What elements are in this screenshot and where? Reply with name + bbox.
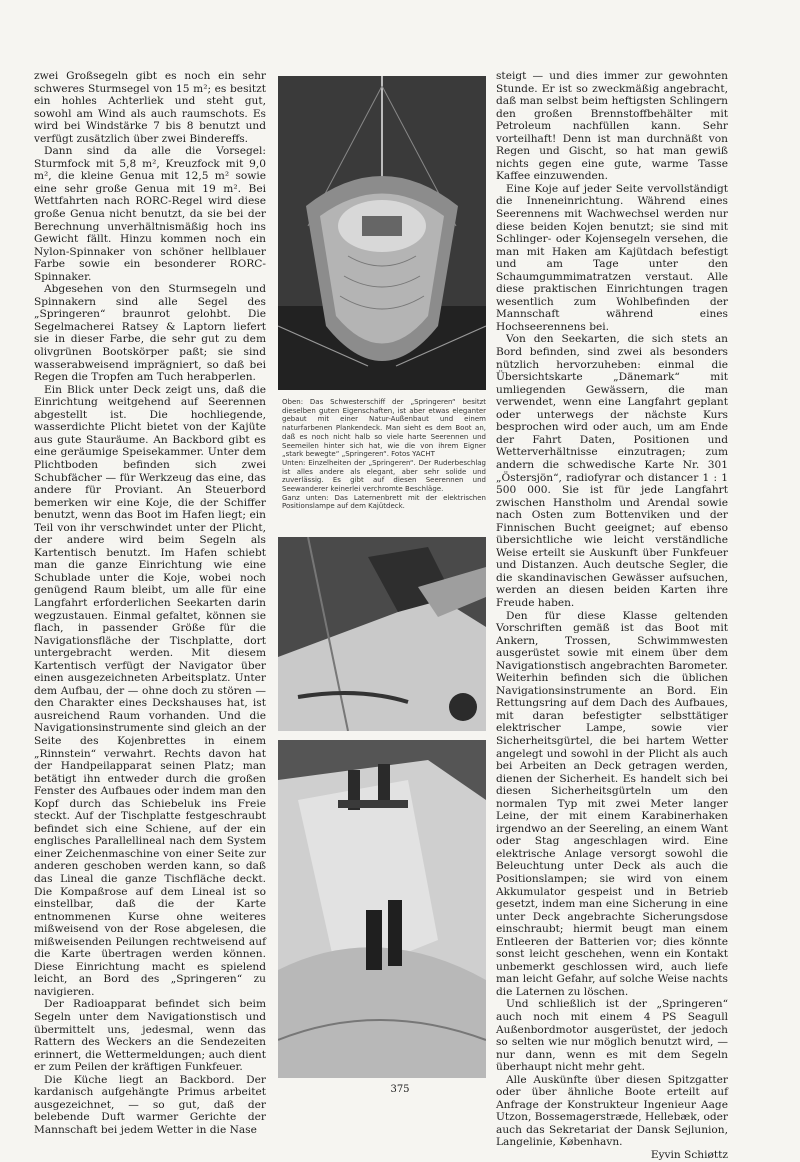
sailboat-deck-photo (278, 76, 486, 390)
paragraph: zwei Großsegeln gibt es noch ein sehr schweres Sturmsegel von 15 m²; es besitzt ein hohles Achterliek und steht gut, sowohl am Wind als auch raumschots. Es wird bei Windstärke 7 bis 8 benutzt und verfügt zusätzlich über zwei Bindereffs. (34, 70, 266, 145)
rudder-illustration (278, 537, 486, 731)
page-number: 375 (390, 1084, 410, 1095)
author-signature: Eyvin Schiøttz (650, 1149, 728, 1162)
left-text-column (34, 70, 266, 1136)
paragraph: Ein Blick unter Deck zeigt uns, daß die Einrichtung weitgehend auf Seerennen abgestellt ist. Die hochliegende, wasserdichte Plicht bietet von der Kajüte aus gute Stauräume. An Backbord gibt es eine geräumige Speisekammer. Unter dem Plichtboden befinden sich zwei Schubfächer — für Werkzeug das eine, das andere für Proviant. An Steuerbord bemerken wir eine Koje, die der Schiffer benutzt, wenn das Boot im Hafen liegt; ein Teil von ihr verschwindet unter der Plicht, der andere wird beim Segeln als Kartentisch benutzt. Im Hafen schiebt man die ganze Einrichtung wie eine Schublade unter die Koje, wobei noch genügend Raum bleibt, um alle für eine Langfahrt erforderlichen Seekarten darin wegzustauen. Einmal gefaltet, können sie flach, in passender Größe für die Navigationsfläche der Tischplatte, dort untergebracht werden. Mit diesem Kartentisch verfügt der Navigator über einen ausgezeichneten Arbeitsplatz. Unter dem Aufbau, der — ohne doch zu stören — den Charakter eines Deckshauses hat, ist ausreichend Raum vorhanden. Und die Navigationsinstrumente sind gleich an der Seite des Kojenbrettes in einem „Rinnstein“ verwahrt. Rechts davon hat der Handpeilapparat seinen Platz; man betätigt ihn entweder durch die großen Fenster des Aufbaues oder indem man den Kopf durch das Schiebeluk ins Freie steckt. Auf der Tischplatte festgeschraubt befindet sich eine Schiene, auf der ein englisches Parallellineal nach dem System einer Zeichenmaschine von einer Seite zur anderen geschoben werden kann, so daß das Lineal die ganze Tischfläche deckt. Die Kompaßrose auf dem Lineal ist so einstellbar, daß die der Karte entnommenen Kurse ohne weiteres mißweisend von der Rose abgelesen, die mißweisenden Peilungen rechtweisend auf die Karte übertragen werden können. Diese Einrichtung macht es spielend leicht, an Bord des „Springeren“ zu navigieren. (34, 383, 266, 998)
caption-middle: Unten: Einzelheiten der „Springeren“. Der Ruderbeschlag ist alles andere als elegant, aber sehr solide und zuverlässig. Es gibt auf diesen Seerennen und Seewanderer keinerlei verchromte Beschläge. (282, 458, 486, 494)
lantern-board-illustration (278, 740, 486, 1078)
paragraph: Dann sind da alle die Vorsegel: Sturmfock mit 5,8 m², Kreuzfock mit 9,0 m², die kleine Genua mit 12,5 m² sowie eine sehr große Genua mit 19 m². Bei Wettfahrten nach RORC-Regel wird diese große Genua nicht benutzt, da sie bei der Berechnung unverhältnismäßig hoch ins Gewicht fällt. Hinzu kommen noch ein Nylon-Spinnaker von schöner hellblauer Farbe sowie ein besonderer RORC-Spinnaker. (34, 145, 266, 283)
lantern-board-photo (278, 740, 486, 1078)
caption-top: Oben: Das Schwesterschiff der „Springeren“ besitzt dieselben guten Eigenschaften, ist aber etwas eleganter gebaut mit einer Natur-Außenbaut und einem naturfarbenen Plankendeck. Man sieht es dem Boot an, daß es noch nicht halb so viele harte Seerennen und Seemeilen hinter sich hat, wie die von ihrem Eigner „stark bewegte“ „Springeren“. Fotos YACHT (282, 398, 486, 459)
caption-bottom: Ganz unten: Das Laternenbrett mit der elektrischen Positionslampe auf dem Kajütdeck. (282, 493, 486, 511)
paragraph: steigt — und dies immer zur gewohnten Stunde. Er ist so zweckmäßig angebracht, daß man selbst beim heftigsten Schlingern den großen Brennstoffbehälter mit Petroleum nachfüllen kann. Sehr vorteilhaft! Denn ist man durchnäßt von Regen und Gischt, so hat man gewiß nichts gegen eine gute, warme Tasse Kaffee einzuwenden. (496, 70, 728, 183)
photo-caption (282, 398, 486, 511)
paragraph: Den für diese Klasse geltenden Vorschriften gemäß ist das Boot mit Ankern, Trossen, Schwimmwesten ausgerüstet sowie mit einem über dem Navigationstisch angebrachten Barometer. Weiterhin befinden sich die üblichen Navigationsinstrumente an Bord. Ein Rettungsring auf dem Dach des Aufbaues, mit daran befestigter selbsttätiger elektrischer Lampe, sowie vier Sicherheitsgürtel, die bei hartem Wetter angelegt und sowohl in der Plicht als auch bei Arbeiten an Deck getragen werden, dienen der Sicherheit. Es handelt sich bei diesen Sicherheitsgürteln um den normalen Typ mit zwei Meter langer Leine, der mit einem Karabinerhaken irgendwo an der Seereling, an einem Want oder Stag angeschlagen wird. Eine elektrische Anlage versorgt sowohl die Beleuchtung unter Deck als auch die Positionslampen; sie wird von einem Akkumulator gespeist und in Betrieb gesetzt, indem man eine Sicherung in eine unter Deck angebrachte Sicherungsdose einschraubt; hiermit beugt man einem Entleeren der Batterien vor; dies könnte sonst leicht geschehen, wenn ein Kontakt unbemerkt geschlossen wird, auch liefe man leicht Gefahr, auf solche Weise nachts die Laternen zu löschen. (496, 609, 728, 998)
right-text-column (496, 70, 728, 1162)
paragraph: Von den Seekarten, die sich stets an Bord befinden, sind zwei als besonders nützlich hervorzuheben: einmal die Übersichtskarte „Dänemark“ mit umliegenden Gewässern, die man verwendet, wenn eine Langfahrt geplant oder unterwegs der nächste Kurs besprochen wird oder auch, um am Ende der Fahrt Daten, Positionen und Wetterverhältnisse einzutragen; zum andern die schwedische Karte Nr. 301 „Östersjön“, radiofyrar och distancer 1 : 1 500 000. Sie ist für jede Langfahrt zwischen Hanstholm und Arendal sowie nach Osten zum Bottenviken und der Finnischen Bucht geeignet; auf ebenso übersichtliche wie leicht verständliche Weise erteilt sie Auskunft über Funkfeuer und Distanzen. Auch deutsche Segler, die die skandinavischen Gewässer aufsuchen, werden an diesen beiden Karten ihre Freude haben. (496, 333, 728, 609)
paragraph: Eine Koje auf jeder Seite vervollständigt die Inneneinrichtung. Während eines Seerennens mit Wachwechsel werden nur diese beiden Kojen benutzt; sie sind mit Schlinger- oder Kojensegeln versehen, die man mit Haken am Kajütdach befestigt und am Tage unter den Schaumgummimatratzen verstaut. Alle diese praktischen Einrichtungen tragen wesentlich zum Wohlbefinden der Mannschaft während eines Hochseerennens bei. (496, 182, 728, 333)
paragraph: Und schließlich ist der „Springeren“ auch noch mit einem 4 PS Seagull Außenbordmotor ausgerüstet, der jedoch so selten wie nur möglich benutzt wird, — nur dann, wenn es mit dem Segeln überhaupt nicht mehr geht. (496, 998, 728, 1074)
paragraph: Alle Auskünfte über diesen Spitzgatter oder über ähnliche Boote erteilt auf Anfrage der Konstrukteur Ingenieur Aage Utzon, Bossemagerstræde, Hellebæk, oder auch das Sekretariat der Dansk Sejlunion, Langelinie, København. (496, 1073, 728, 1149)
paragraph: Die Küche liegt an Backbord. Der kardanisch aufgehängte Primus arbeitet ausgezeichnet, — so gut, daß der belebende Duft warmer Gerichte der Mannschaft bei jedem Wetter in die Nase (34, 1073, 266, 1136)
sailboat-bow-illustration (278, 76, 486, 390)
paragraph: Der Radioapparat befindet sich beim Segeln unter dem Navigationstisch und übermittelt uns, jedesmal, wenn das Rattern des Weckers an die Sendezeiten erinnert, die Wettermeldungen; auch dient er zum Peilen der kräftigen Funkfeuer. (34, 998, 266, 1074)
rudder-fitting-photo (278, 537, 486, 731)
paragraph: Abgesehen von den Sturmsegeln und Spinnakern sind alle Segel des „Springeren“ braunrot gelohbt. Die Segelmacherei Ratsey & Laptorn liefert sie in dieser Farbe, die sehr gut zu dem olivgrünen Bootskörper paßt; sie sind wasserabweisend imprägniert, so daß bei Regen die Tropfen am Tuch herabperlen. (34, 283, 266, 384)
